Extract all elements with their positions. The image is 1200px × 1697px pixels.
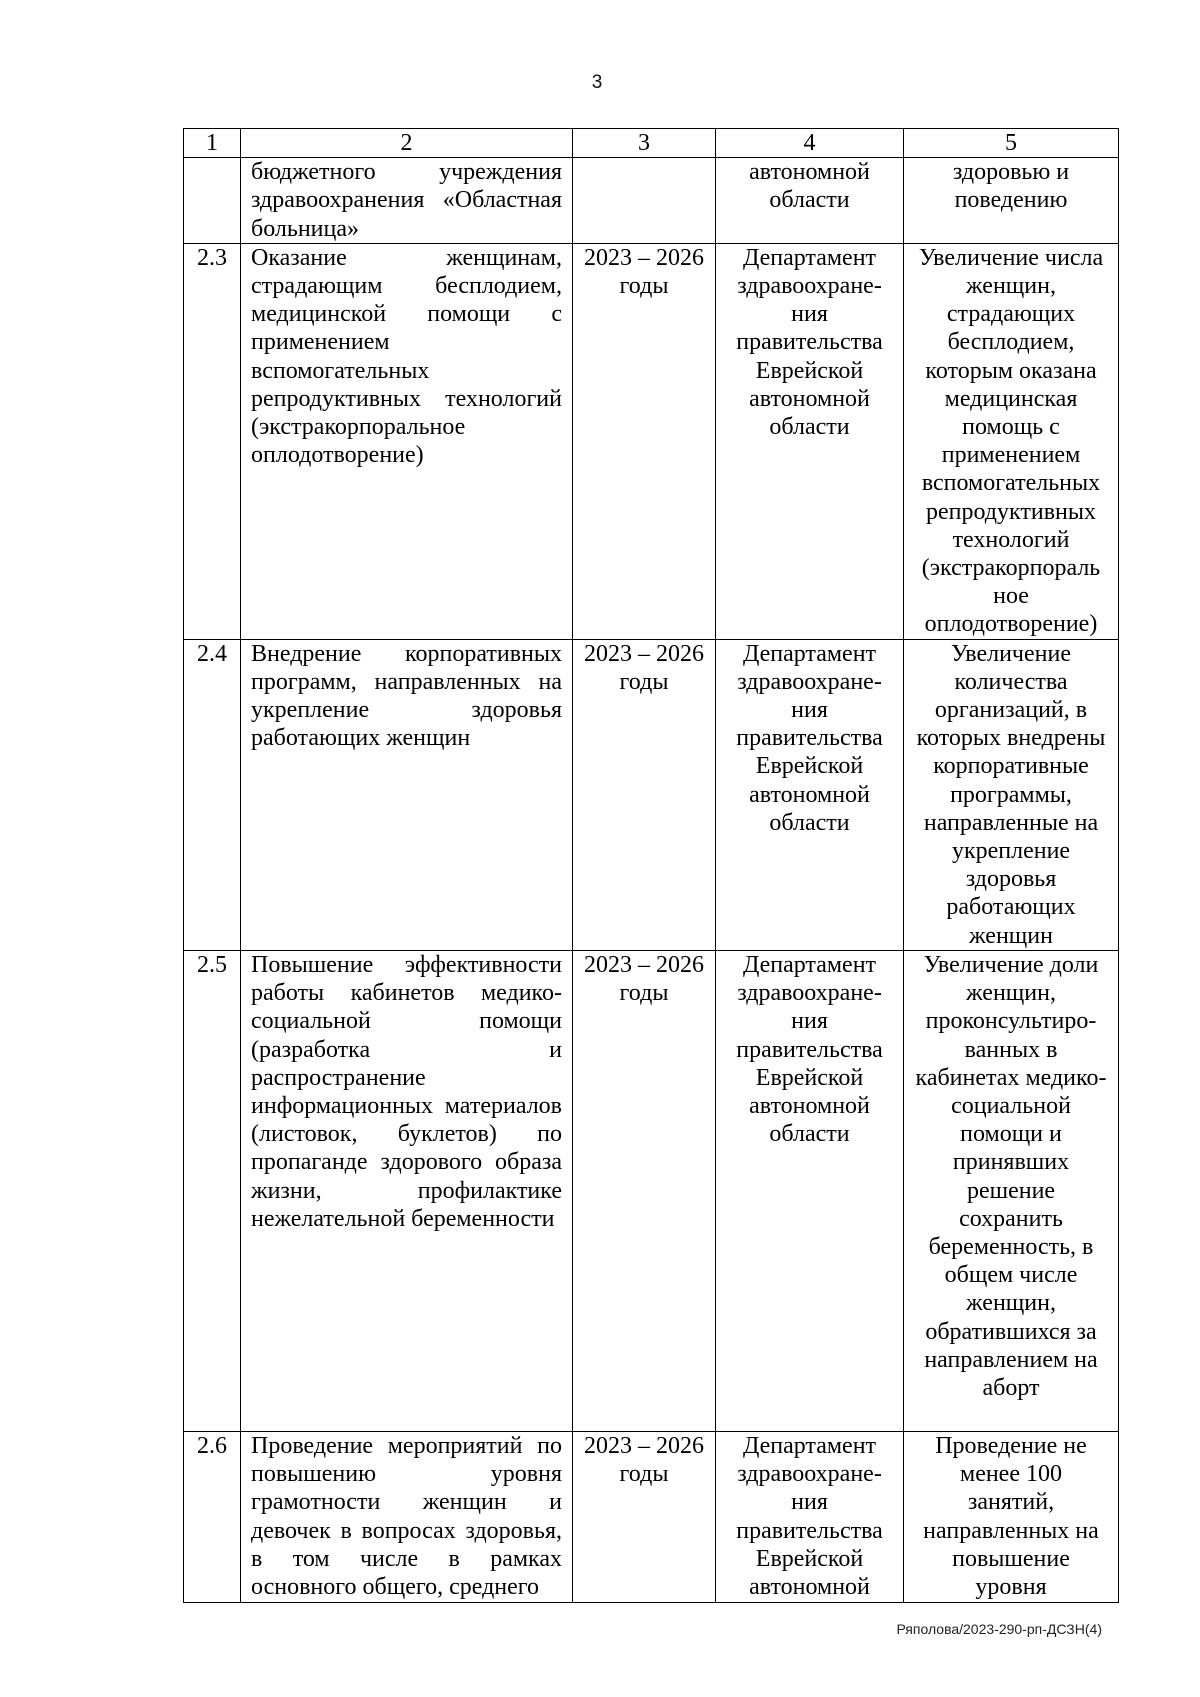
period-text: 2023 – 2026 годы xyxy=(573,639,716,950)
responsible-text: Департамент здравоохране-ния правительства Еврейской автономной xyxy=(716,1431,904,1602)
period-text: 2023 – 2026 годы xyxy=(573,950,716,1431)
result-text: здоровью и поведению xyxy=(904,158,1119,244)
table-row xyxy=(184,950,1119,1431)
row-number xyxy=(184,158,241,244)
table-row xyxy=(184,1431,1119,1602)
table-row xyxy=(184,158,1119,244)
header-col-3: 3 xyxy=(573,129,716,158)
row-number: 2.5 xyxy=(184,950,241,1431)
page-number: 3 xyxy=(591,72,603,93)
header-col-4: 4 xyxy=(716,129,904,158)
header-col-1: 1 xyxy=(184,129,241,158)
measure-text: Повышение эффективности работы кабинетов медико-социальной помощи (разработка и распространение информационных материалов (листовок, буклетов) по пропаганде здорового образа жизни, профилактике нежелательной беременности xyxy=(241,950,573,1431)
period-text xyxy=(573,158,716,244)
row-number: 2.6 xyxy=(184,1431,241,1602)
measures-table xyxy=(183,128,1119,1603)
measure-text: Проведение мероприятий по повышению уровня грамотности женщин и девочек в вопросах здоровья, в том числе в рамках основного общего, среднего xyxy=(241,1431,573,1602)
header-col-2: 2 xyxy=(241,129,573,158)
result-text: Увеличение количества организаций, в которых внедрены корпоративные программы, направленные на укрепление здоровья работающих женщин xyxy=(904,639,1119,950)
header-col-5: 5 xyxy=(904,129,1119,158)
responsible-text: автономной области xyxy=(716,158,904,244)
measure-text: бюджетного учреждения здравоохранения «Областная больница» xyxy=(241,158,573,244)
table-row xyxy=(184,639,1119,950)
result-text: Проведение не менее 100 занятий, направленных на повышение уровня xyxy=(904,1431,1119,1602)
document-code: Ряполова/2023-290-рп-ДСЗН(4) xyxy=(896,1621,1102,1637)
period-text: 2023 – 2026 годы xyxy=(573,1431,716,1602)
responsible-text: Департамент здравоохране-ния правительства Еврейской автономной области xyxy=(716,243,904,639)
measure-text: Внедрение корпоративных программ, направленных на укрепление здоровья работающих женщин xyxy=(241,639,573,950)
measure-text: Оказание женщинам, страдающим бесплодием, медицинской помощи с применением вспомогательных репродуктивных технологий (экстракорпоральное оплодотворение) xyxy=(241,243,573,639)
table-header-row xyxy=(184,129,1119,158)
row-number: 2.3 xyxy=(184,243,241,639)
responsible-text: Департамент здравоохране-ния правительства Еврейской автономной области xyxy=(716,639,904,950)
period-text: 2023 – 2026 годы xyxy=(573,243,716,639)
result-text: Увеличение доли женщин, проконсультиро-ванных в кабинетах медико-социальной помощи и принявших решение сохранить беременность, в общем числе женщин, обратившихся за направлением на аборт xyxy=(904,950,1119,1431)
table-row xyxy=(184,243,1119,639)
responsible-text: Департамент здравоохране-ния правительства Еврейской автономной области xyxy=(716,950,904,1431)
result-text: Увеличение числа женщин, страдающих бесплодием, которым оказана медицинская помощь с применением вспомогательных репродуктивных технологий (экстракорпораль ное оплодотворение) xyxy=(904,243,1119,639)
row-number: 2.4 xyxy=(184,639,241,950)
